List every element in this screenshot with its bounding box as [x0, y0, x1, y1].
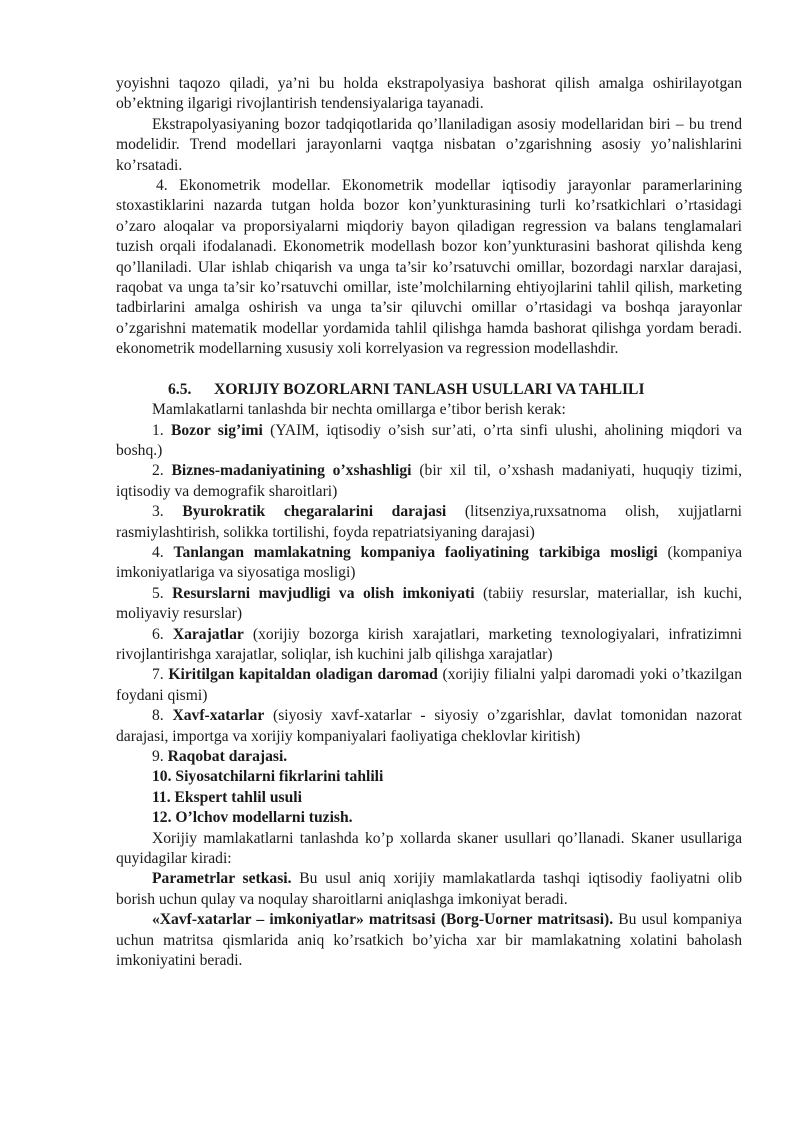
factor-title: Resurslarni mavjudligi va olish imkoniyati	[172, 584, 475, 602]
factor-title: Tanlangan mamlakatning kompaniya faoliyatining tarkibiga mosligi	[173, 543, 658, 561]
factor-title: Bozor sig’imi	[170, 421, 263, 439]
paragraph-econometric-models: 4. Ekonometrik modellar. Ekonometrik modellar iqtisodiy jarayonlar paramerlarining stoxastiklarini nazarda tutgan holda bozor kon’yunkturasining turli ko’rsatkichlari o’rtasidagi o’zaro aloqalar va proporsiyalarni miqdoriy bayon qiladigan regression va balans tenglamalari tuzish orqali ifodalanadi. Ekonometrik modellash bozor kon’yunkturasini bashorat qilishda keng qo’llaniladi. Ular ishlab chiqarish va unga ta’sir ko’rsatuvchi omillar, bozordagi narxlar darajasi, raqobat va unga ta’sir ko’rsatuvchi omillar, iste’molchilarning ehtiyojlarini tahlil qilish, marketing tadbirlarini amalga oshirish va unga ta’sir qiluvchi omillar o’rtasidagi va boshqa jarayonlar o’zgarishni matematik modellar yordamida tahlil qilishga hamda bashorat qilishga yordam beradi. ekonometrik modellarning xususiy xoli korrelyasion va regression modellashdir.	[116, 177, 742, 358]
factor-desc: (bir xil til, o’xshash madaniyati, huquqiy tizimi, iqtisodiy va demografik sharoitlari)	[116, 462, 742, 500]
factor-desc: (litsenziya,ruxsatnoma olish, xujjatlarni rasmiylashtirish, solikka tortilishi, foyda repatriatsiyaning darajasi)	[116, 503, 742, 541]
scanner-desc: Bu usul kompaniya uchun matritsa qismlarida aniq ko’rsatkich bo’yicha xar bir mamlakatning xolatini baholash imkoniyatini beradi.	[116, 911, 742, 970]
factor-title: Kiritilgan kapitaldan oladigan daromad	[168, 666, 438, 684]
factor-item: 8. Xavf-xatarlar (siyosiy xavf-xatarlar - siyosiy o’zgarishlar, davlat tomonidan nazorat darajasi, importga va xorijiy kompaniyalari faoliyatiga cheklovlar kiritish)	[116, 707, 742, 745]
scanner-item	[116, 869, 742, 910]
section-lead: Mamlakatlarni tanlashda bir nechta omillarga e’tibor berish kerak:	[152, 401, 566, 419]
scanner-title: Parametrlar setkasi.	[152, 870, 292, 888]
factor-item: 3. Byurokratik chegaralarini darajasi (litsenziya,ruxsatnoma olish, xujjatlarni rasmiylashtirish, solikka tortilishi, foyda repatriatsiyaning darajasi)	[116, 503, 742, 541]
factor-item: 6. Xarajatlar (xorijiy bozorga kirish xarajatlari, marketing texnologiyalari, infratizimni rivojlantirishga xarajatlar, soliqlar, ish kuchini jalb qilishga xarajatlar)	[116, 625, 742, 663]
factor-desc: (xorijiy bozorga kirish xarajatlari, marketing texnologiyalari, infratizimni rivojlantirishga xarajatlar, soliqlar, ish kuchini jalb qilishga xarajatlar)	[116, 625, 742, 663]
factor-item: 1. Bozor sig’imi (YAIM, iqtisodiy o’sish sur’ati, o’rta sinfi ulushi, aholining miqdori va boshq.)	[116, 421, 742, 459]
factor-desc: (kompaniya imkoniyatlariga va siyosatiga mosligi)	[116, 543, 742, 582]
paragraph-extrapolation-end: yoyishni taqozo qiladi, ya’ni bu holda ekstrapolyasiya bashorat qilish amalga oshirilayotgan ob’ektning ilgarigi rivojlantirish tendensiyalariga tayanadi.	[116, 75, 742, 113]
scanner-item	[116, 910, 742, 971]
section-number: 6.5.	[168, 380, 192, 398]
scanner-title: «Xavf-xatarlar – imkoniyatlar» matritsasi (Borg-Uorner matritsasi).	[152, 911, 614, 929]
paragraph-trend-model: Ekstrapolyasiyaning bozor tadqiqotlarida qo’llaniladigan asosiy modellaridan biri – bu trend modelidir. Trend modellari jarayonlarni vaqtga nisbatan o’zgarishning asosiy yo’nalishlarini ko’rsatadi.	[116, 115, 742, 174]
factor-title: Raqobat darajasi.	[167, 748, 288, 765]
factor-title: Byurokratik chegaralarini darajasi	[182, 503, 447, 521]
factor-desc: (xorijiy filialni yalpi daromadi yoki o’tkazilgan foydani qismi)	[116, 666, 742, 704]
factor-item: 9. Raqobat darajasi.	[152, 748, 288, 765]
method-item: 12. O’lchov modellarni tuzish.	[152, 809, 353, 827]
method-item: 11. Ekspert tahlil usuli	[152, 788, 302, 806]
factor-desc: (tabiiy resurslar, materiallar, ish kuchi, moliyaviy resurslar)	[116, 584, 742, 623]
scanner-intro: Xorijiy mamlakatlarni tanlashda ko’p xollarda skaner usullari qo’llanadi. Skaner usullariga quyidagilar kiradi:	[116, 829, 742, 868]
factor-item: 4. Tanlangan mamlakatning kompaniya faoliyatining tarkibiga mosligi (kompaniya imkoniyatlariga va siyosatiga mosligi)	[116, 543, 742, 582]
factor-item: 7. Kiritilgan kapitaldan oladigan daromad (xorijiy filialni yalpi daromadi yoki o’tkazilgan foydani qismi)	[116, 666, 742, 704]
section-heading	[116, 380, 742, 400]
factor-title: Xavf-xatarlar	[172, 707, 265, 725]
factor-title: Xarajatlar	[172, 625, 244, 643]
factor-item: 5. Resurslarni mavjudligi va olish imkoniyati (tabiiy resurslar, materiallar, ish kuchi, moliyaviy resurslar)	[116, 584, 742, 623]
section-title: XORIJIY BOZORLARNI TANLASH USULLARI VA TAHLILI	[214, 380, 645, 398]
method-item: 10. Siyosatchilarni fikrlarini tahlili	[152, 768, 384, 786]
factor-item: 2. Biznes-madaniyatining o’xshashligi (bir xil til, o’xshash madaniyati, huquqiy tizimi, iqtisodiy va demografik sharoitlari)	[116, 462, 742, 500]
factor-desc: (siyosiy xavf-xatarlar - siyosiy o’zgarishlar, davlat tomonidan nazorat darajasi, importga va xorijiy kompaniyalari faoliyatiga cheklovlar kiritish)	[116, 707, 742, 745]
scanner-desc: Bu usul aniq xorijiy mamlakatlarda tashqi iqtisodiy faoliyatni olib borish uchun qulay va noqulay sharoitlarni aniqlashga imkoniyat beradi.	[116, 870, 742, 908]
page-content	[116, 74, 742, 971]
factor-desc: (YAIM, iqtisodiy o’sish sur’ati, o’rta sinfi ulushi, aholining miqdori va boshq.)	[116, 421, 742, 459]
factor-title: Biznes-madaniyatining o’xshashligi	[171, 462, 412, 480]
